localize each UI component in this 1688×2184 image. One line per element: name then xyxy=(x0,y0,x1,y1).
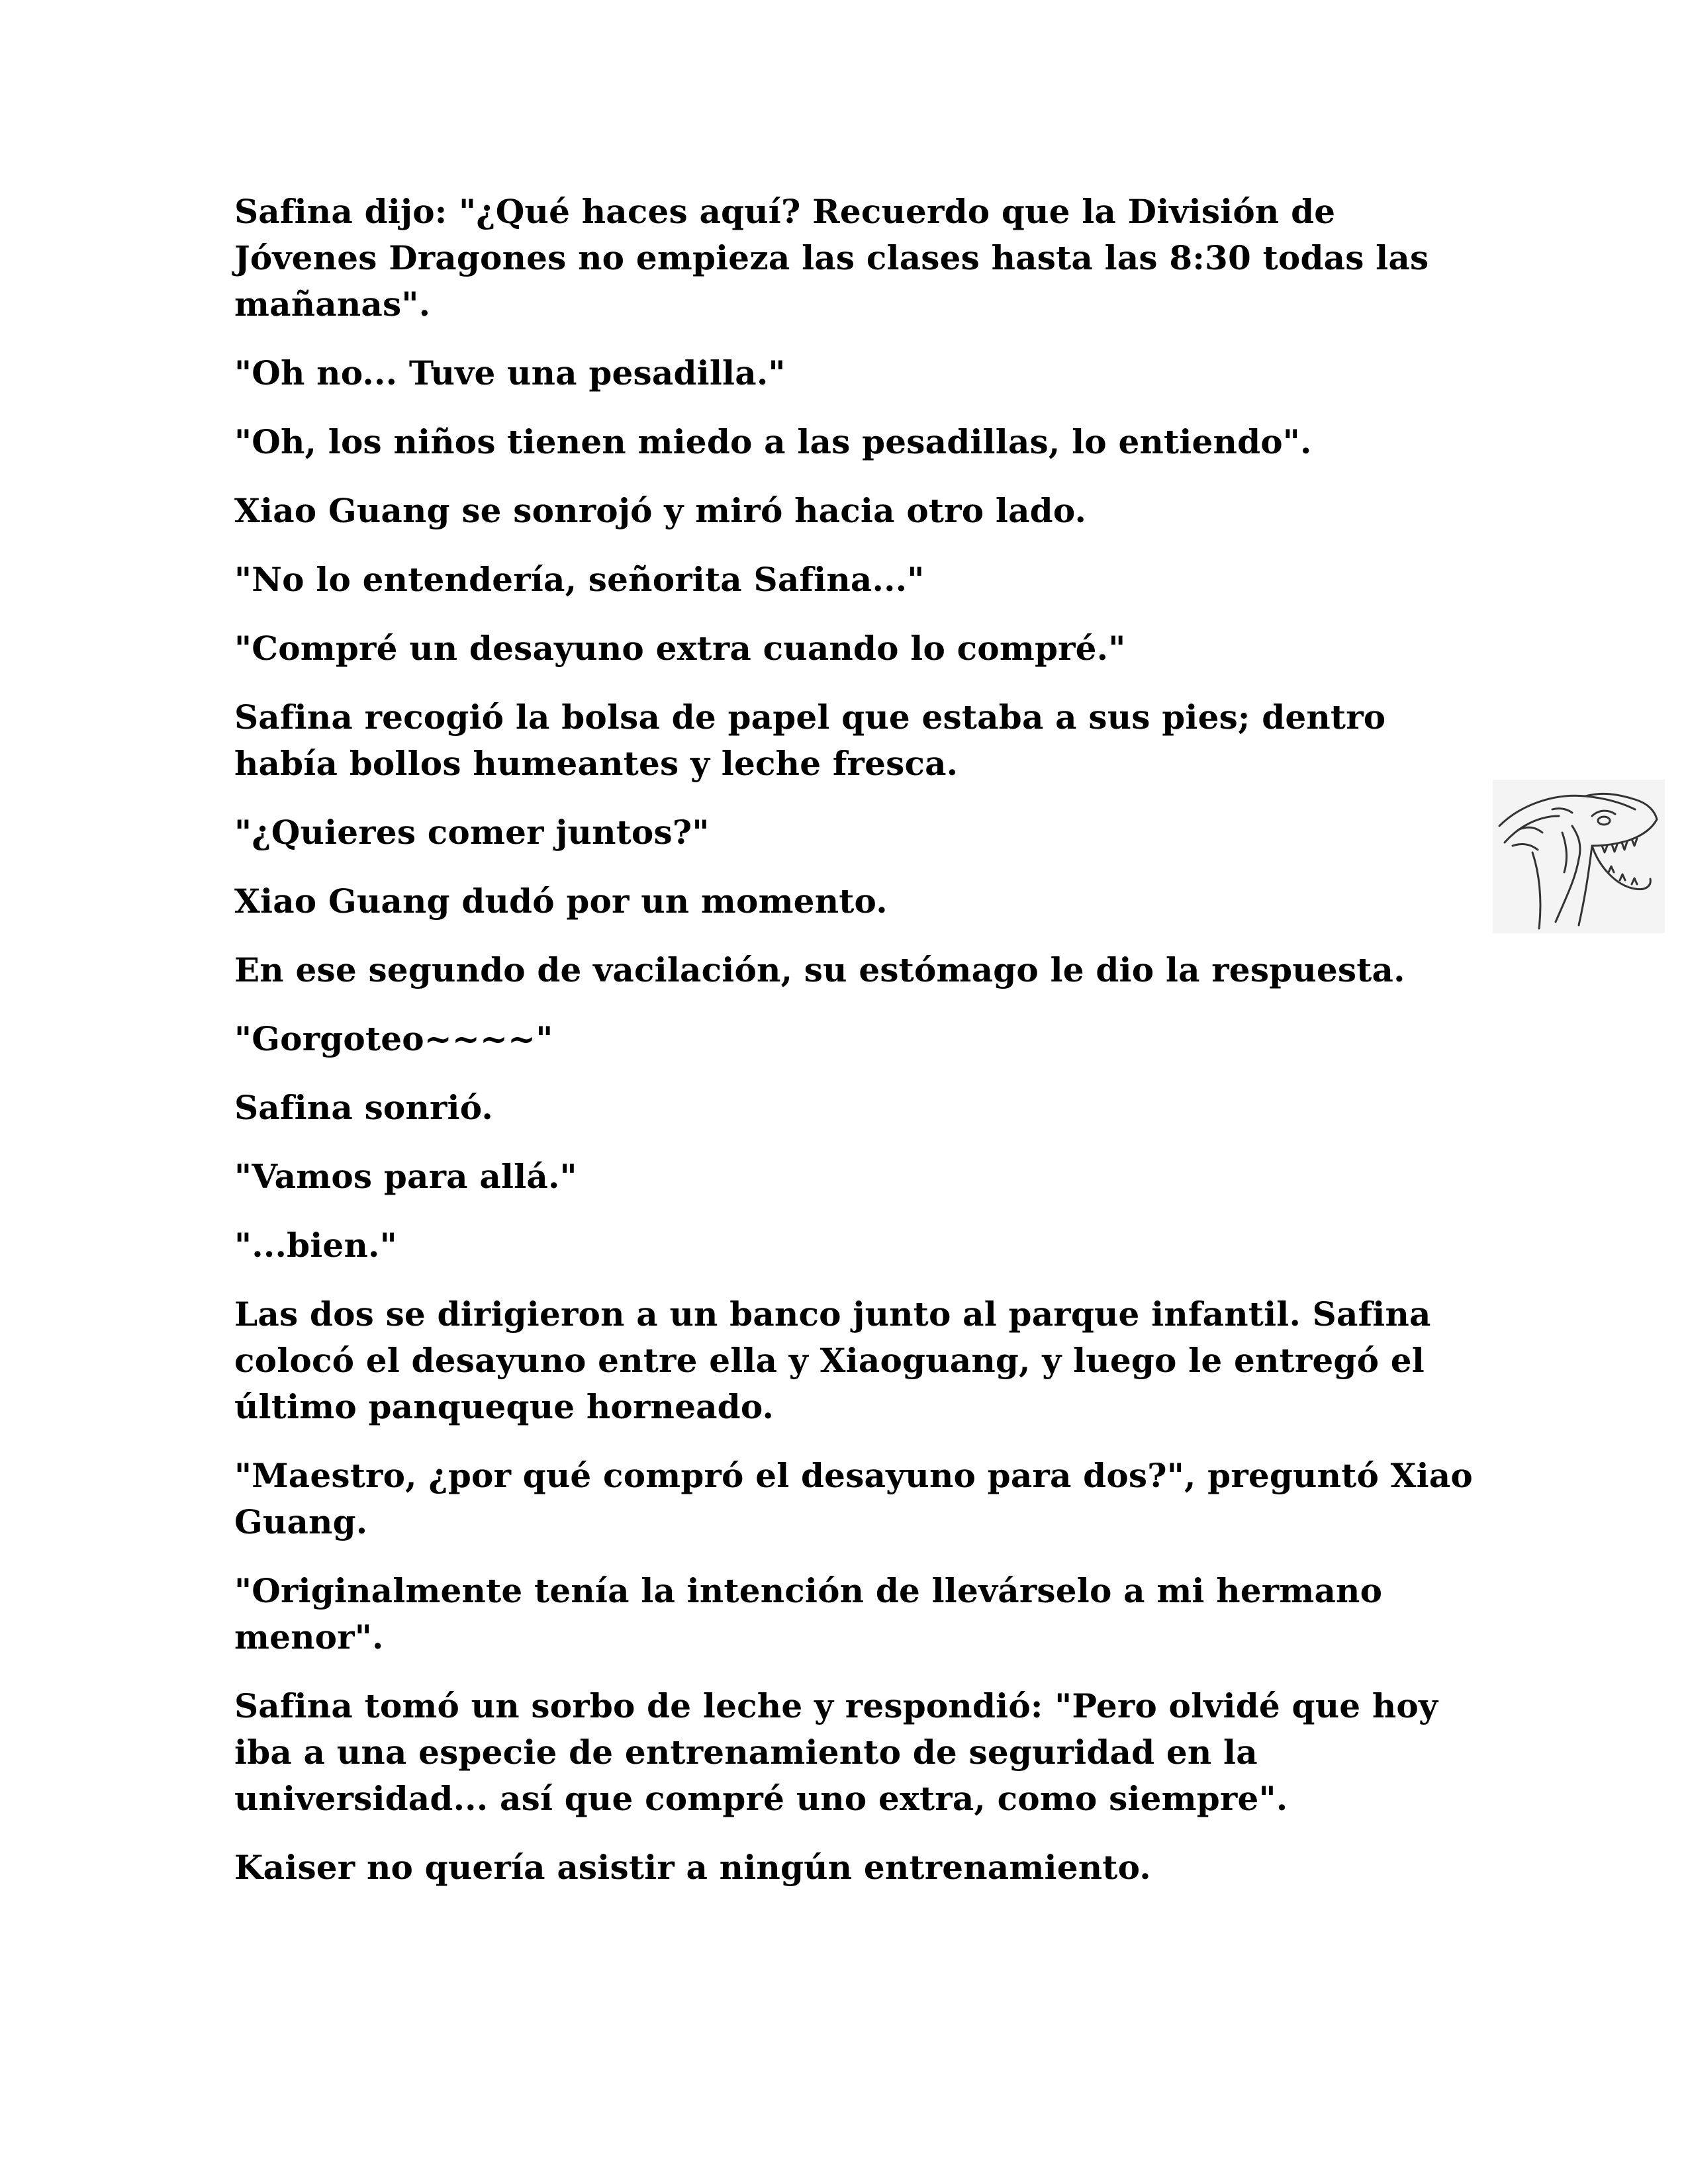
paragraph: "¿Quieres comer juntos?" xyxy=(234,813,710,852)
paragraph: "Gorgoteo~~~~" xyxy=(234,1019,553,1058)
dinosaur-sketch-icon xyxy=(1493,780,1665,933)
paragraph: Kaiser no quería asistir a ningún entrenamiento. xyxy=(234,1848,1151,1887)
paragraph: Safina dijo: "¿Qué haces aquí? Recuerdo que la División de Jóvenes Dragones no empieza las clases hasta las 8:30 todas las mañanas". xyxy=(234,192,1429,324)
paragraph: Las dos se dirigieron a un banco junto al parque infantil. Safina colocó el desayuno entre ella y Xiaoguang, y luego le entregó el último panqueque horneado. xyxy=(234,1295,1431,1426)
paragraph: "Vamos para allá." xyxy=(234,1157,577,1196)
paragraph: En ese segundo de vacilación, su estómago le dio la respuesta. xyxy=(234,950,1405,989)
paragraph: "No lo entendería, señorita Safina..." xyxy=(234,560,925,599)
story-text xyxy=(234,189,1485,1913)
paragraph: "Oh no... Tuve una pesadilla." xyxy=(234,353,786,392)
paragraph: "Compré un desayuno extra cuando lo compré." xyxy=(234,629,1126,668)
paragraph: "Originalmente tenía la intención de llevárselo a mi hermano menor". xyxy=(234,1571,1383,1657)
paragraph: Safina tomó un sorbo de leche y respondió: "Pero olvidé que hoy iba a una especie de entrenamiento de seguridad en la universidad... así que compré uno extra, como siempre". xyxy=(234,1686,1438,1818)
paragraph: Safina recogió la bolsa de papel que estaba a sus pies; dentro había bollos humeantes y leche fresca. xyxy=(234,698,1386,783)
paragraph: "Oh, los niños tienen miedo a las pesadillas, lo entiendo". xyxy=(234,422,1312,461)
paragraph: Xiao Guang dudó por un momento. xyxy=(234,882,888,921)
paragraph: Safina sonrió. xyxy=(234,1088,494,1127)
paragraph: "...bien." xyxy=(234,1226,397,1265)
paragraph: "Maestro, ¿por qué compró el desayuno para dos?", preguntó Xiao Guang. xyxy=(234,1456,1473,1541)
paragraph: Xiao Guang se sonrojó y miró hacia otro lado. xyxy=(234,491,1087,530)
